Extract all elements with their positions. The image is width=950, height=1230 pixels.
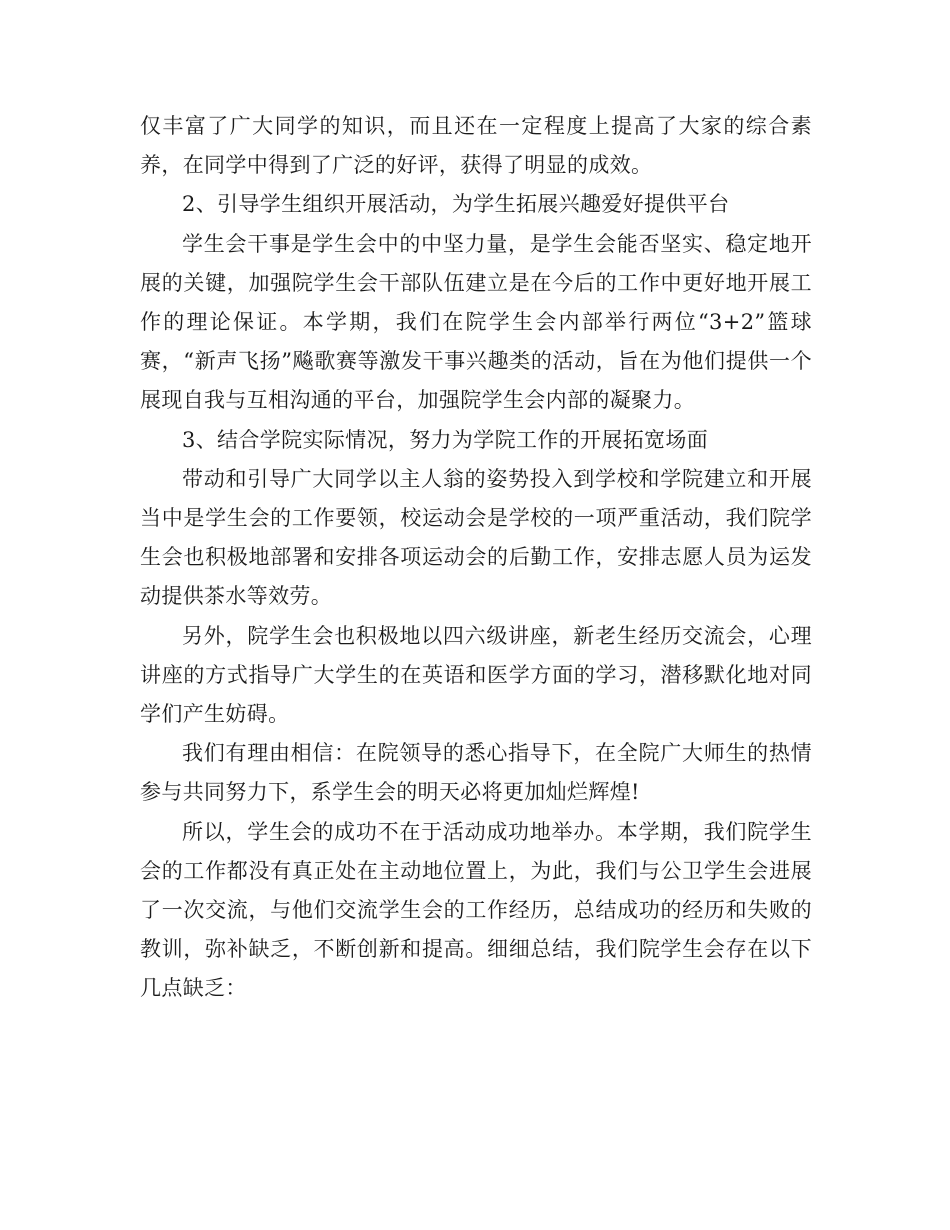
paragraph: 另外，院学生会也积极地以四六级讲座，新老生经历交流会，心理讲座的方式指导广大学生的在英语和医学方面的学习，潜移默化地对同学们产生妨碍。 [140,623,812,727]
paragraph: 学生会干事是学生会中的中坚力量，是学生会能否坚实、稳定地开展的关键，加强院学生会干部队伍建立是在今后的工作中更好地开展工作的理论保证。本学期，我们在院学生会内部举行两位“3+2”篮球赛，“新声飞扬”飚歌赛等激发干事兴趣类的活动，旨在为他们提供一个展现自我与互相沟通的平台，加强院学生会内部的凝聚力。 [140,231,812,413]
section-heading-2: 2、引导学生组织开展活动，为学生拓展兴趣爱好提供平台 [182,192,730,217]
paragraph: 所以，学生会的成功不在于活动成功地举办。本学期，我们院学生会的工作都没有真正处在主动地位置上，为此，我们与公卫学生会进展了一次交流，与他们交流学生会的工作经历，总结成功的经历和失败的教训，弥补缺乏，不断创新和提高。细细总结，我们院学生会存在以下几点缺乏： [140,819,812,1001]
paragraph-continuation: 仅丰富了广大同学的知识，而且还在一定程度上提高了大家的综合素养，在同学中得到了广泛的好评，获得了明显的成效。 [140,114,812,178]
section-heading-3: 3、结合学院实际情况，努力为学院工作的开展拓宽场面 [182,427,709,452]
paragraph: 带动和引导广大同学以主人翁的姿势投入到学校和学院建立和开展当中是学生会的工作要领，校运动会是学校的一项严重活动，我们院学生会也积极地部署和安排各项运动会的后勤工作，安排志愿人员为运发动提供茶水等效劳。 [140,466,812,609]
paragraph: 我们有理由相信：在院领导的悉心指导下，在全院广大师生的热情参与共同努力下，系学生会的明天必将更加灿烂辉煌! [140,741,812,805]
document-body [140,107,812,1009]
